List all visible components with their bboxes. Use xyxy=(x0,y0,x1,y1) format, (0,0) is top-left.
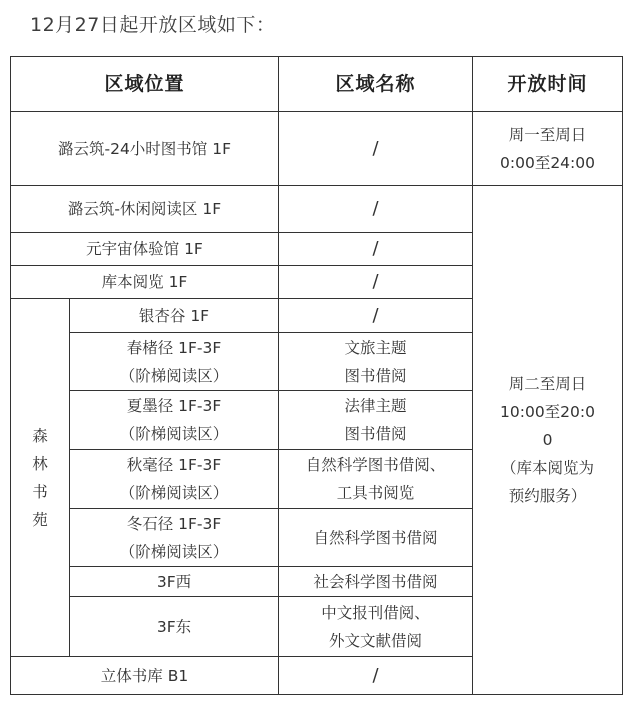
name-cell: / xyxy=(279,299,473,333)
hours-cell-regular: 周二至周日 10:00至20:0 0 （库本阅览为 预约服务） xyxy=(473,186,623,695)
location-cell: 夏墨径 1F-3F （阶梯阅读区） xyxy=(70,391,279,450)
location-cell: 立体书库 B1 xyxy=(11,657,279,695)
name-cell: / xyxy=(279,266,473,299)
name-cell: 自然科学图书借阅 xyxy=(279,509,473,567)
name-cell: 法律主题 图书借阅 xyxy=(279,391,473,450)
name-cell: / xyxy=(279,112,473,186)
location-cell: 库本阅览 1F xyxy=(11,266,279,299)
location-cell: 潞云筑-24小时图书馆 1F xyxy=(11,112,279,186)
table-row xyxy=(11,186,623,233)
header-hours: 开放时间 xyxy=(473,57,623,112)
location-cell: 冬石径 1F-3F （阶梯阅读区） xyxy=(70,509,279,567)
name-cell: 文旅主题 图书借阅 xyxy=(279,333,473,391)
name-cell: 自然科学图书借阅、 工具书阅览 xyxy=(279,450,473,509)
location-cell: 潞云筑-休闲阅读区 1F xyxy=(11,186,279,233)
location-cell: 元宇宙体验馆 1F xyxy=(11,233,279,266)
location-cell: 春楮径 1F-3F （阶梯阅读区） xyxy=(70,333,279,391)
location-cell: 3F东 xyxy=(70,597,279,657)
name-cell: 社会科学图书借阅 xyxy=(279,567,473,597)
name-cell: / xyxy=(279,233,473,266)
name-cell: / xyxy=(279,186,473,233)
header-location: 区域位置 xyxy=(11,57,279,112)
group-label-cell: 森 林 书 苑 xyxy=(11,299,70,657)
table-header-row xyxy=(11,57,623,112)
name-cell: / xyxy=(279,657,473,695)
name-cell: 中文报刊借阅、 外文文献借阅 xyxy=(279,597,473,657)
table-row xyxy=(11,112,623,186)
location-cell: 秋毫径 1F-3F （阶梯阅读区） xyxy=(70,450,279,509)
intro-text: 12月27日起开放区域如下： xyxy=(30,14,276,36)
location-cell: 3F西 xyxy=(70,567,279,597)
opening-schedule-table xyxy=(10,56,623,695)
header-name: 区域名称 xyxy=(279,57,473,112)
location-cell: 银杏谷 1F xyxy=(70,299,279,333)
hours-cell-24h: 周一至周日 0:00至24:00 xyxy=(473,112,623,186)
